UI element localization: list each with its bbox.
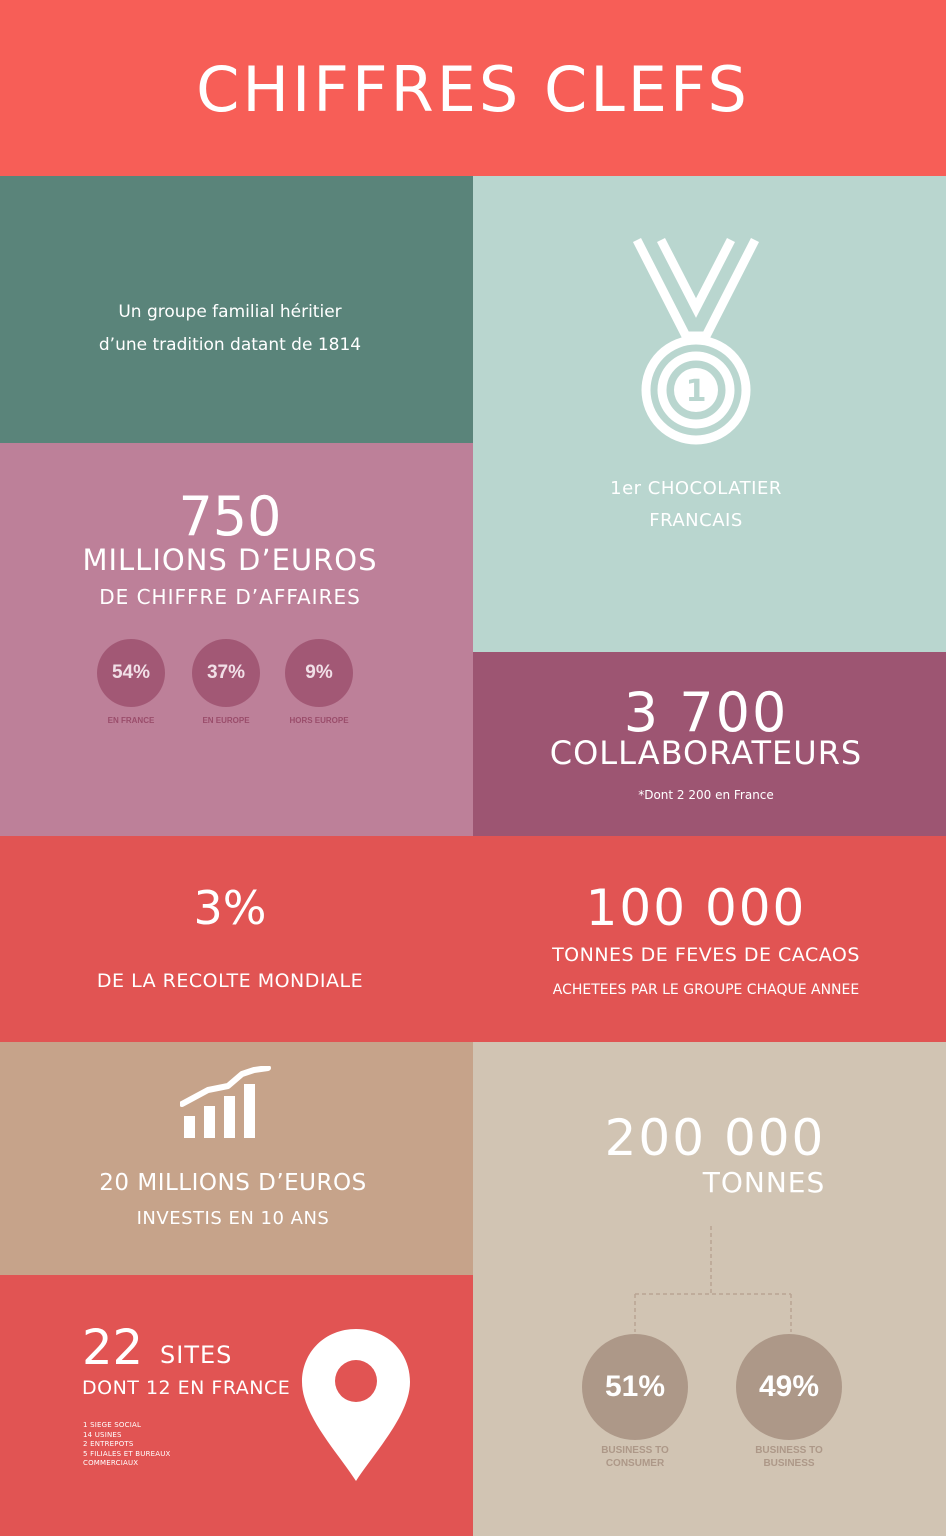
revenue-france-percent: 54% (97, 639, 165, 707)
staff-note: *Dont 2 200 en France (638, 788, 774, 802)
beans-panel (473, 836, 946, 1042)
revenue-outside-europe-label: HORS EUROPE (289, 716, 349, 725)
investment-sublabel: INVESTIS EN 10 ANS (136, 1208, 330, 1229)
sites-panel (0, 1275, 473, 1536)
b2b-label-line-1: BUSINESS TO (755, 1445, 823, 1456)
ranking-line-2: FRANCAIS (649, 510, 743, 531)
beans-sublabel: ACHETEES PAR LE GROUPE CHAQUE ANNEE (552, 982, 860, 998)
revenue-europe-percent: 37% (192, 639, 260, 707)
revenue-panel (0, 443, 473, 836)
investment-panel (0, 1042, 473, 1275)
site-detail-item: 14 USINES (83, 1430, 122, 1439)
investment-label: 20 MILLIONS D’EUROS (99, 1170, 367, 1196)
revenue-outside-europe-percent: 9% (285, 639, 353, 707)
bar-chart-icon (180, 1066, 272, 1140)
revenue-label: DE CHIFFRE D’AFFAIRES (99, 585, 361, 609)
medal-icon (631, 236, 761, 446)
revenue-unit: MILLIONS D’EUROS (82, 543, 378, 577)
b2c-label-line-2: CONSUMER (605, 1458, 665, 1469)
beans-value: 100 000 (585, 879, 807, 937)
site-detail-item: COMMERCIAUX (83, 1459, 139, 1467)
b2c-percent: 51% (582, 1334, 688, 1440)
sites-label: SITES (160, 1341, 233, 1369)
ranking-panel (473, 176, 946, 652)
site-detail-item: 2 ENTREPOTS (83, 1440, 134, 1448)
harvest-panel (0, 836, 473, 1042)
b2b-label (724, 1444, 854, 1470)
medal-number: 1 (685, 374, 707, 409)
harvest-value: 3% (193, 881, 267, 935)
production-value: 200 000 (604, 1109, 826, 1167)
revenue-europe-label: EN EUROPE (202, 716, 250, 725)
sites-sublabel: DONT 12 EN FRANCE (82, 1377, 291, 1399)
staff-value: 3 700 (623, 681, 789, 744)
header-banner (0, 0, 946, 176)
production-unit: TONNES (702, 1166, 826, 1199)
heritage-line-1: Un groupe familial héritier (118, 302, 342, 322)
b2b-percent: 49% (736, 1334, 842, 1440)
revenue-france-label: EN FRANCE (107, 716, 155, 725)
b2b-label-line-2: BUSINESS (763, 1458, 815, 1469)
staff-panel (473, 652, 946, 836)
b2c-label (570, 1444, 700, 1470)
sites-value: 22 (82, 1320, 144, 1376)
page-title: CHIFFRES CLEFS (196, 53, 750, 126)
b2c-label-line-1: BUSINESS TO (601, 1445, 669, 1456)
heritage-line-2: d’une tradition datant de 1814 (98, 335, 362, 355)
site-detail-item: 1 SIEGE SOCIAL (83, 1421, 142, 1429)
ranking-line-1: 1er CHOCOLATIER (610, 478, 782, 499)
harvest-label: DE LA RECOLTE MONDIALE (96, 970, 364, 992)
map-pin-icon (300, 1325, 412, 1485)
heritage-panel (0, 176, 473, 443)
staff-label: COLLABORATEURS (549, 734, 863, 772)
beans-label: TONNES DE FEVES DE CACAOS (552, 944, 860, 966)
revenue-value: 750 (178, 485, 282, 548)
site-detail-item: 5 FILIALES ET BUREAUX (83, 1449, 171, 1458)
production-panel (473, 1042, 946, 1536)
